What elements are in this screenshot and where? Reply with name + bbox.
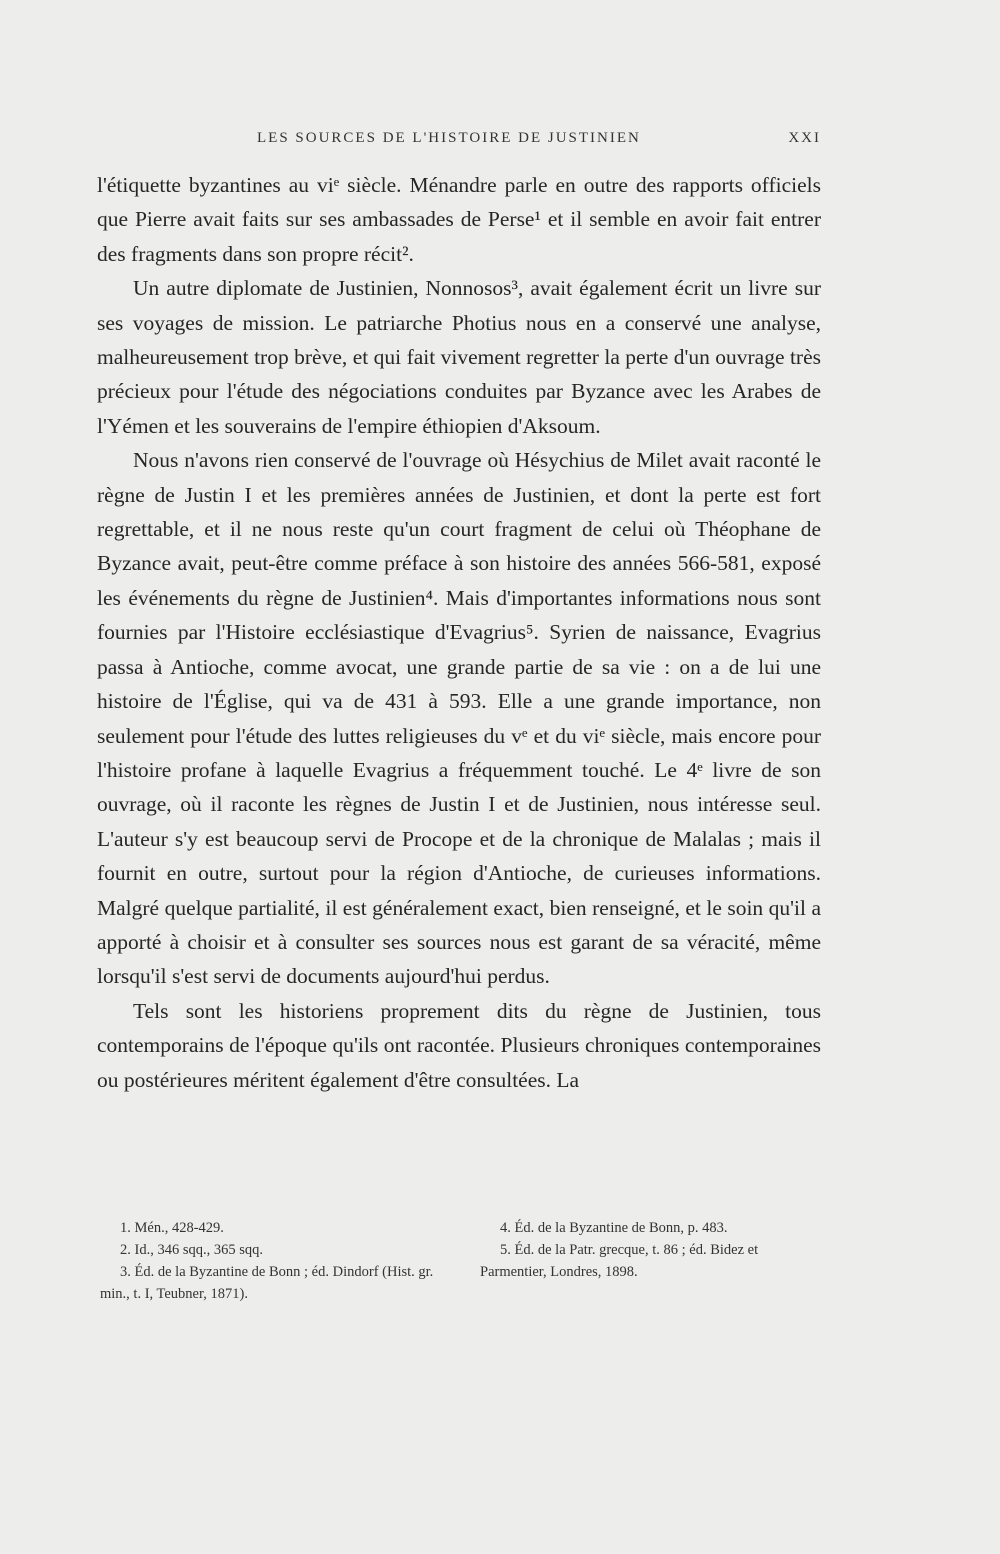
paragraph: Un autre diplomate de Justinien, Nonnosos³, avait également écrit un livre sur ses voyages de mission. Le patriarche Photius nous en a conservé une analyse, malheureusement trop brève, et qui fait vivement regretter la perte d'un ouvrage très précieux pour l'étude des négociations conduites par Byzance avec les Arabes de l'Yémen et les souverains de l'empire éthiopien d'Aksoum.: [97, 276, 821, 438]
footnote: 4. Éd. de la Byzantine de Bonn, p. 483.: [500, 1220, 728, 1236]
paragraph: l'étiquette byzantines au viᵉ siècle. Ménandre parle en outre des rapports officiels que Pierre avait faits sur ses ambassades de Perse¹ et il semble en avoir fait entrer des fragments dans son propre récit².: [97, 173, 821, 266]
footnotes-right-column: [480, 1217, 820, 1283]
footnotes-left-column: [100, 1217, 460, 1305]
paragraph: Tels sont les historiens proprement dits du règne de Justinien, tous contemporains de l'époque qu'ils ont racontée. Plusieurs chroniques contemporaines ou postérieures méritent également d'être consultées. La: [97, 998, 821, 1092]
page-number: XXI: [788, 130, 821, 146]
running-header: [97, 130, 821, 154]
footnote: 3. Éd. de la Byzantine de Bonn ; éd. Dindorf (Hist. gr. min., t. I, Teubner, 1871).: [100, 1264, 434, 1302]
main-text: [97, 168, 821, 1097]
paragraph: Nous n'avons rien conservé de l'ouvrage où Hésychius de Milet avait raconté le règne de Justin I et les premières années de Justinien, et dont la perte est fort regrettable, et il ne nous reste qu'un court fragment de celui où Théophane de Byzance avait, peut-être comme préface à son histoire des années 566-581, exposé les événements du règne de Justinien⁴. Mais d'importantes informations nous sont fournies par l'Histoire ecclésiastique d'Evagrius⁵. Syrien de naissance, Evagrius passa à Antioche, comme avocat, une grande partie de sa vie : on a de lui une histoire de l'Église, qui va de 431 à 593. Elle a une grande importance, non seulement pour l'étude des luttes religieuses du vᵉ et du viᵉ siècle, mais encore pour l'histoire profane à laquelle Evagrius a fréquemment touché. Le 4ᵉ livre de son ouvrage, où il raconte les règnes de Justin I et de Justinien, nous intéresse seul. L'auteur s'y est beaucoup servi de Procope et de la chronique de Malalas ; mais il fournit en outre, surtout pour la région d'Antioche, de curieuses informations. Malgré quelque partialité, il est généralement exact, bien renseigné, et le soin qu'il a apporté à choisir et à consulter ses sources nous est garant de sa véracité, même lorsqu'il s'est servi de documents aujourd'hui perdus.: [97, 448, 821, 989]
footnote: 2. Id., 346 sqq., 365 sqq.: [120, 1242, 263, 1258]
footnote: 5. Éd. de la Patr. grecque, t. 86 ; éd. Bidez et Parmentier, Londres, 1898.: [480, 1242, 759, 1280]
running-title: LES SOURCES DE L'HISTOIRE DE JUSTINIEN: [257, 130, 641, 146]
footnote: 1. Mén., 428-429.: [120, 1220, 224, 1236]
